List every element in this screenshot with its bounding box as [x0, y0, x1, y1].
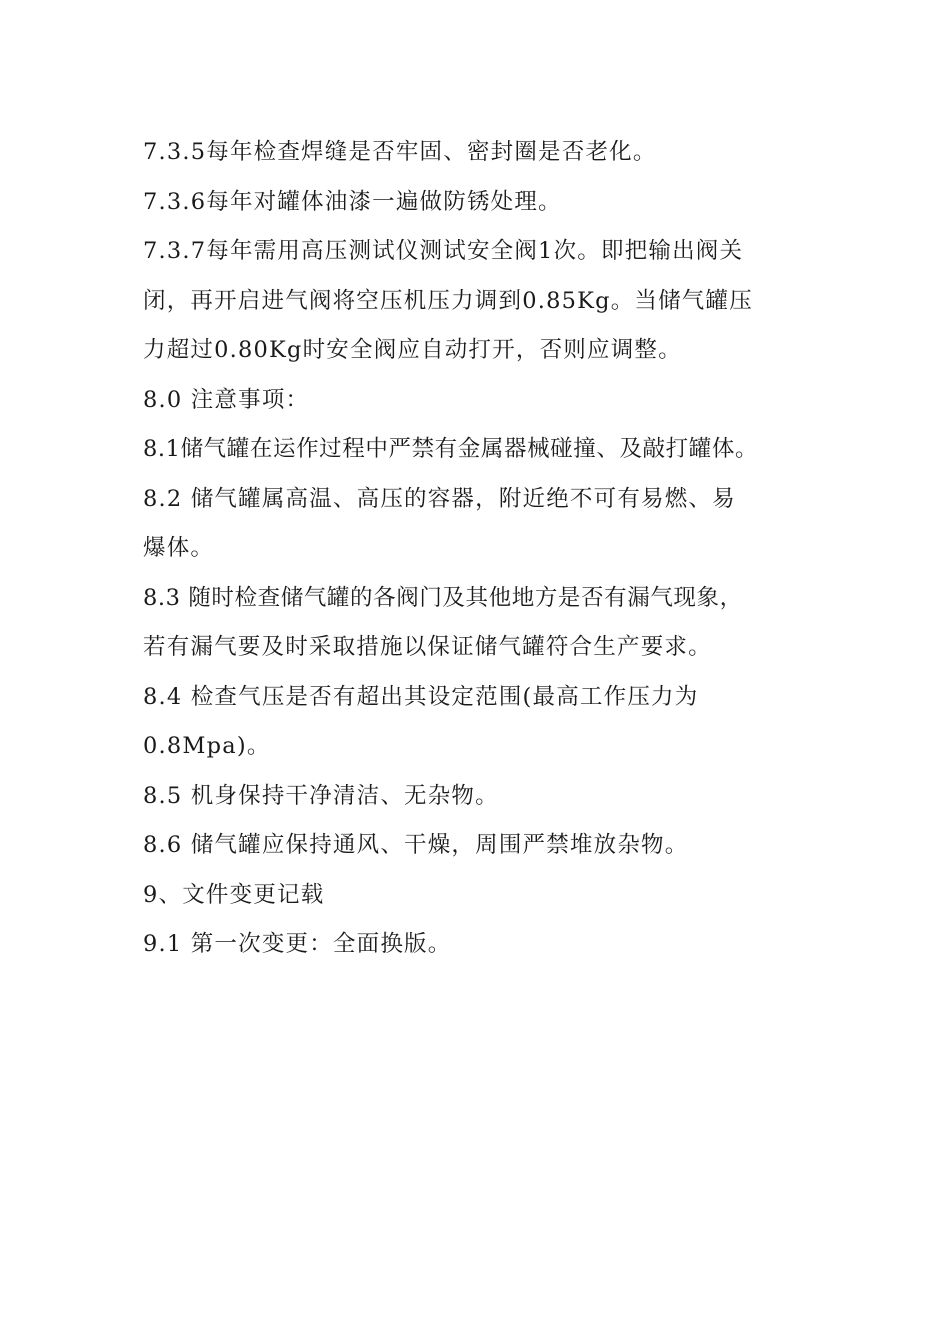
document-body — [143, 128, 833, 970]
paragraph-line-8-2: 8.2 储气罐属高温、高压的容器，附近绝不可有易燃、易 — [143, 485, 736, 512]
paragraph-line-7-3-6: 7.3.6每年对罐体油漆一遍做防锈处理。 — [143, 188, 562, 215]
paragraph-line-8-6: 8.6 储气罐应保持通风、干燥，周围严禁堆放杂物。 — [143, 832, 689, 858]
paragraph-line-8-3: 8.3 随时检查储气罐的各阀门及其他地方是否有漏气现象， — [143, 584, 743, 611]
section-heading-9: 9、文件变更记载 — [143, 881, 325, 908]
paragraph-line-8-4: 8.4 检查气压是否有超出其设定范围(最高工作压力为 — [143, 683, 699, 710]
paragraph-line-7-3-7: 7.3.7每年需用高压测试仪测试安全阀1次。即把输出阀关 — [143, 238, 744, 264]
section-heading-8-0: 8.0 注意事项： — [143, 386, 310, 413]
paragraph-line-8-2-cont: 爆体。 — [143, 535, 215, 561]
paragraph-line-8-4-cont: 0.8Mpa)。 — [143, 733, 271, 759]
paragraph-line-7-3-7-cont-1: 闭，再开启进气阀将空压机压力调到0.85Kg。当储气罐压 — [143, 287, 753, 314]
paragraph-line-8-1: 8.1储气罐在运作过程中严禁有金属器械碰撞、及敲打罐体。 — [143, 436, 759, 462]
paragraph-line-9-1: 9.1 第一次变更：全面换版。 — [143, 931, 452, 957]
paragraph-line-8-3-cont: 若有漏气要及时采取措施以保证储气罐符合生产要求。 — [143, 634, 712, 660]
paragraph-line-8-5: 8.5 机身保持干净清洁、无杂物。 — [143, 782, 499, 809]
paragraph-line-7-3-7-cont-2: 力超过0.80Kg时安全阀应自动打开，否则应调整。 — [143, 337, 682, 363]
paragraph-line-7-3-5: 7.3.5每年检查焊缝是否牢固、密封圈是否老化。 — [143, 139, 657, 165]
